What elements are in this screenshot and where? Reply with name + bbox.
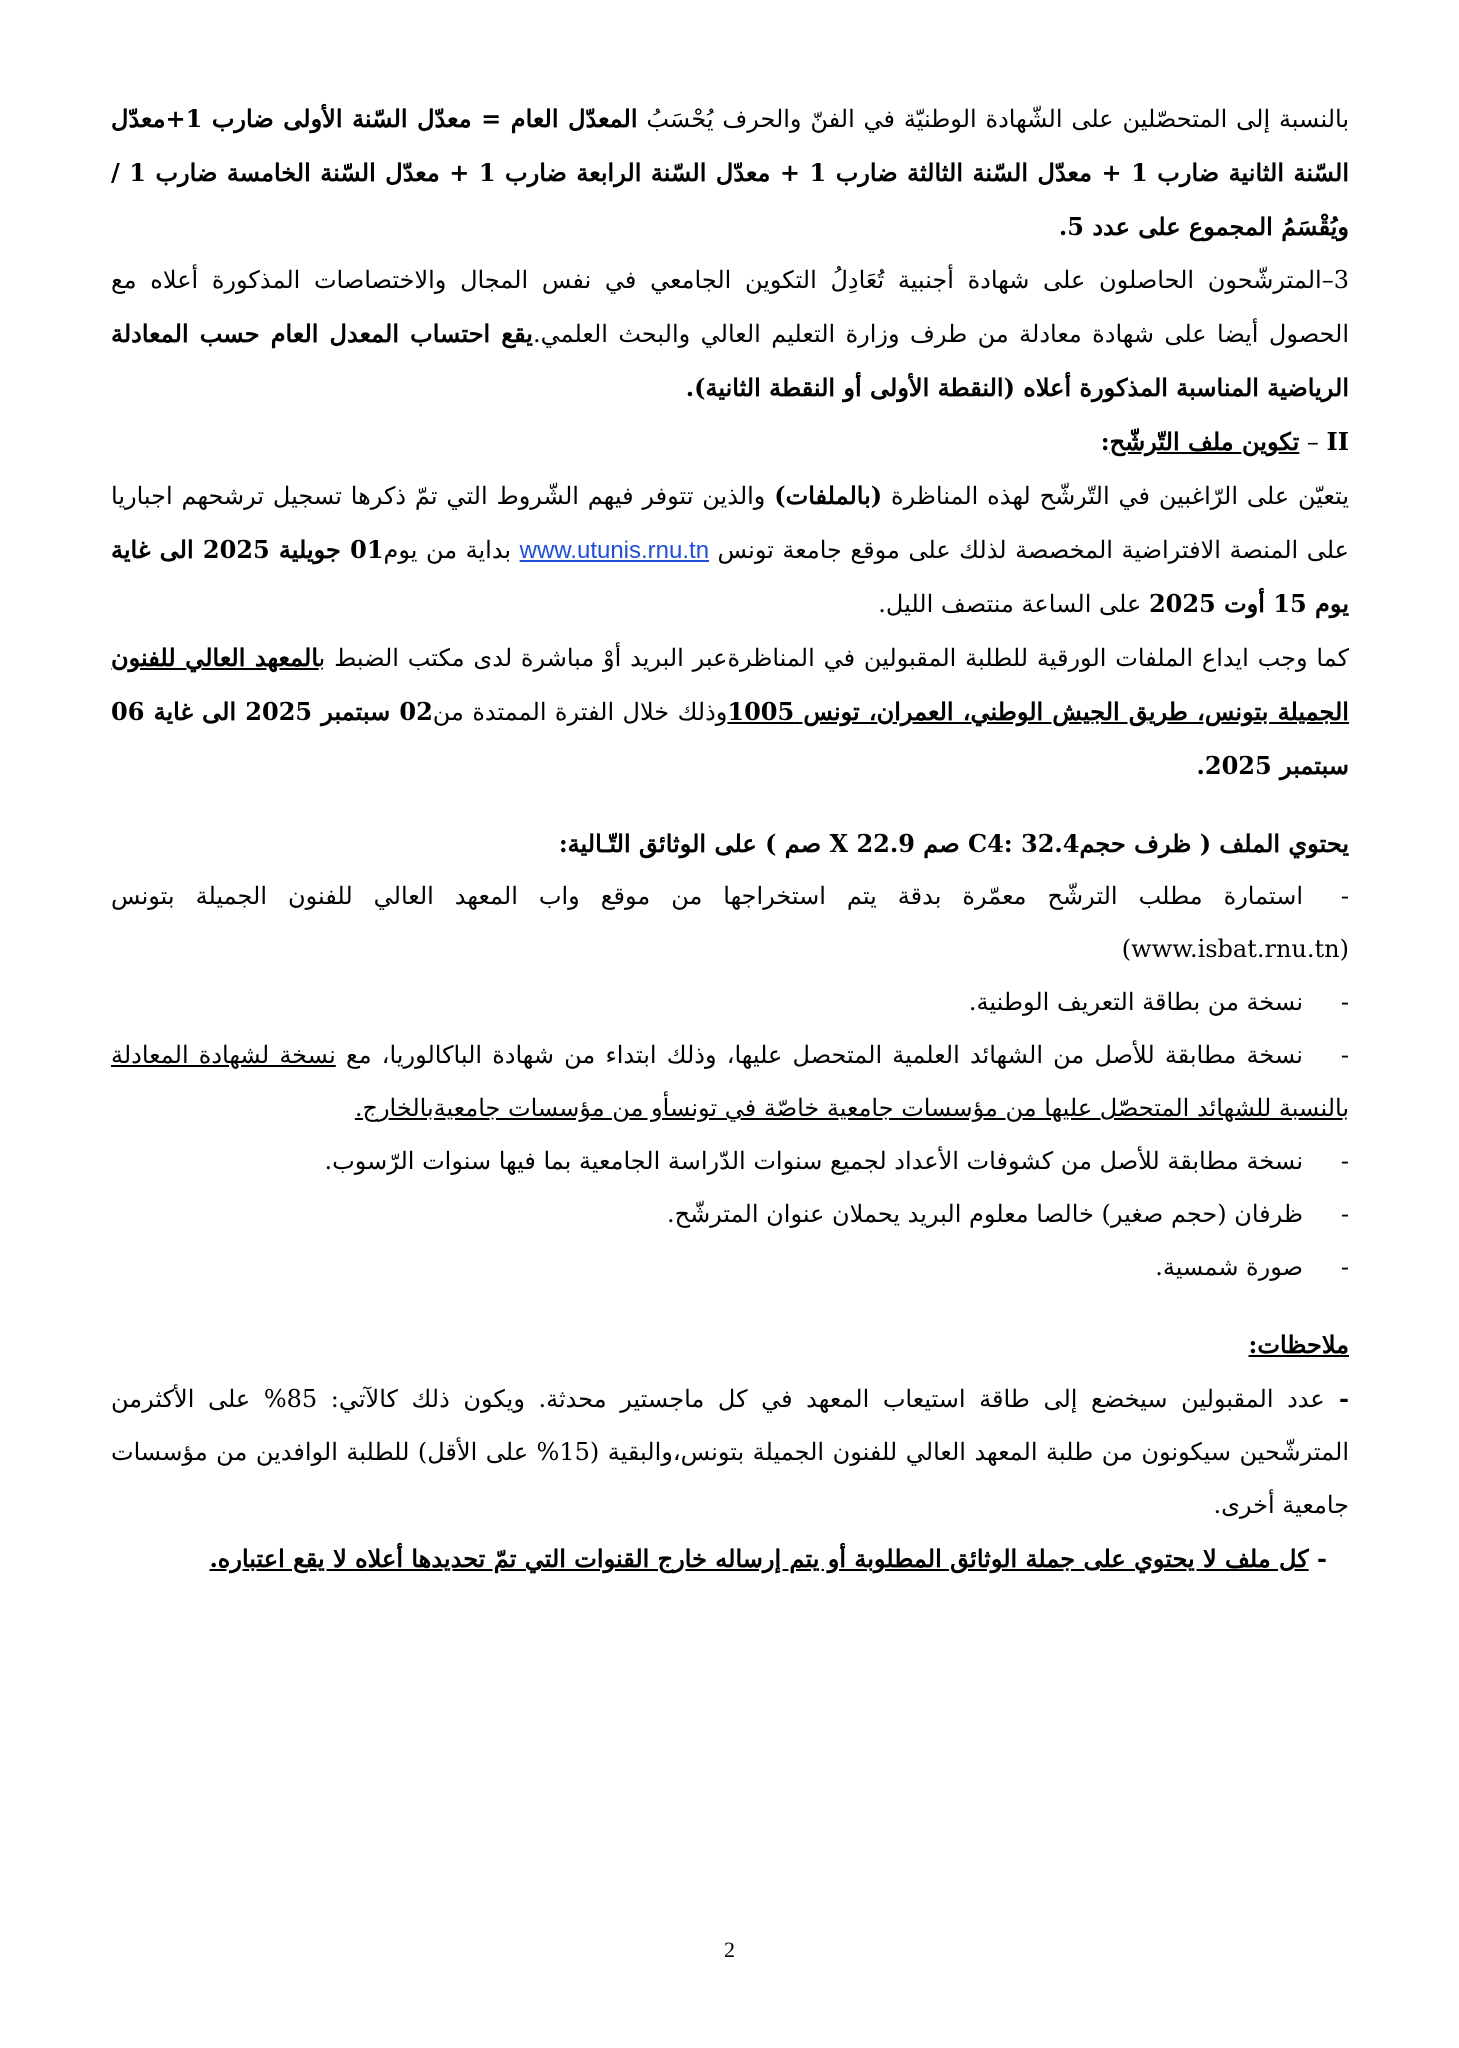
average-calculation-paragraph — [111, 92, 1349, 254]
list-item — [111, 1188, 1349, 1241]
document-id-card: نسخة من بطاقة التعريف الوطنية. — [968, 988, 1303, 1016]
paper-text-1: كما وجب ايداع الملفات الورقية للطلبة المقبولين في المناظرةعبر البريد أوْ مباشرة لدى مكتب الضبط ب — [318, 644, 1349, 672]
online-text-1: يتعيّن على الرّاغبين في التّرشّح لهذه المناظرة — [882, 482, 1350, 510]
institute-address: المعهد العالي للفنون الجميلة بتونس، طريق الجيش الوطني، العمران، تونس 1005 — [111, 643, 1349, 726]
foreign-degree-paragraph — [111, 254, 1349, 415]
online-date-range: 01 جويلية 2025 الى غاية يوم 15 أوت 2025 — [111, 535, 1349, 618]
document-equivalence: نسخة لشهادة المعادلة بالنسبة للشهائد المتحصّل عليها من مؤسسات جامعية خاصّة في تونسأو من مؤسسات جامعيةبالخارج. — [111, 1041, 1349, 1122]
document-body — [111, 92, 1349, 1586]
paper-date-range: 02 سبتمبر 2025 الى غاية 06 سبتمبر 2025. — [111, 697, 1349, 780]
foreign-degree-text: 3–المترشّحون الحاصلون على شهادة أجنبية تُعَادِلُ التكوين الجامعي في نفس المجال والاختصاصات المذكورة أعلاه مع الحصول أيضا على شهادة معادلة من طرف وزارة التعليم العالي والبحث العلمي. — [111, 266, 1349, 348]
list-item — [111, 976, 1349, 1029]
document-diplomas: نسخة مطابقة للأصل من الشهائد العلمية المتحصل عليها، وذلك ابتداء من شهادة الباكالوريا، مع — [335, 1041, 1303, 1069]
document-photo: صورة شمسية. — [1155, 1253, 1303, 1281]
foreign-degree-bold-text: يقع احتساب المعدل العام حسب المعادلة الرياضية المناسبة المذكورة أعلاه (النقطة الأولى أو النقطة الثانية). — [111, 319, 1349, 402]
list-dash: - — [1340, 882, 1349, 910]
note-dash: - — [1308, 1544, 1327, 1573]
section-separator: – — [1299, 428, 1327, 456]
note-dash: - — [1324, 1384, 1349, 1413]
note-rejection — [111, 1532, 1349, 1586]
notes-heading: ملاحظات: — [1248, 1330, 1349, 1359]
documents-list — [111, 870, 1349, 1294]
list-dash: - — [1340, 1041, 1349, 1069]
list-item — [111, 870, 1349, 976]
paper-text-2: وذلك خلال الفترة الممتدة من — [432, 698, 728, 726]
note-capacity-text: عدد المقبولين سيخضع إلى طاقة استيعاب المعهد في كل ماجستير محدثة. ويكون ذلك كالآتي: 85% على الأكثرمن المترشّحين سيكونون من طلبة المعهد العالي للفنون الجميلة بتونس،والبقية (15% على الأقل) للطلبة الوافدين من مؤسسات جامعية أخرى. — [111, 1385, 1349, 1519]
online-text-3: بداية من يوم — [383, 536, 520, 564]
list-dash: - — [1340, 1253, 1349, 1281]
section-heading — [111, 415, 1349, 469]
online-registration-paragraph — [111, 469, 1349, 631]
section-colon: : — [1100, 427, 1110, 456]
online-text-2: والذين تتوفر فيهم الشّروط التي تمّ ذكرها تسجيل ترشحهم اجباريا على المنصة الافتراضية المخصصة لذلك على موقع جامعة تونس — [111, 482, 1350, 564]
page-number: 2 — [724, 1937, 735, 1962]
list-dash: - — [1340, 1147, 1349, 1175]
list-item — [111, 1241, 1349, 1294]
online-files-bold: (بالملفات) — [774, 481, 883, 510]
paper-submission-paragraph — [111, 631, 1349, 793]
notes-heading-line — [111, 1318, 1349, 1372]
document-envelopes: ظرفان (حجم صغير) خالصا معلوم البريد يحملان عنوان المترشّح. — [666, 1200, 1303, 1228]
documents-heading: يحتوي الملف ( ظرف حجمC4: 32.4 صم X 22.9 صم ) على الوثائق التّـالية: — [558, 829, 1349, 858]
average-lead-text: بالنسبة إلى المتحصّلين على الشّهادة الوطنيّة في الفنّ والحرف يُحْسَبُ — [637, 105, 1350, 133]
list-dash: - — [1340, 988, 1349, 1016]
online-text-4: على الساعة منتصف الليل. — [878, 590, 1149, 618]
spacer — [111, 1294, 1349, 1318]
document-application-form: استمارة مطلب الترشّح معمّرة بدقة يتم استخراجها من موقع واب المعهد العالي للفنون الجميلة بتونس (www.isbat.rnu.tn) — [111, 882, 1349, 963]
list-item — [111, 1135, 1349, 1188]
section-title: تكوين ملف التّرشّح — [1109, 427, 1300, 456]
document-transcripts: نسخة مطابقة للأصل من كشوفات الأعداد لجميع سنوات الدّراسة الجامعية بما فيها سنوات الرّسوب. — [324, 1147, 1303, 1175]
note-capacity — [111, 1372, 1349, 1532]
utunis-link[interactable]: www.utunis.rnu.tn — [519, 537, 710, 564]
list-dash: - — [1340, 1200, 1349, 1228]
section-number: II — [1326, 427, 1349, 456]
average-formula: المعدّل العام = معدّل السّنة الأولى ضارب 1+معدّل السّنة الثانية ضارب 1 + معدّل السّنة الثالثة ضارب 1 + معدّل السّنة الرابعة ضارب 1 + معدّل السّنة الخامسة ضارب 1 / ويُقْسَمُ المجموع على عدد 5. — [111, 104, 1350, 241]
spacer — [111, 793, 1349, 817]
note-rejection-text: كل ملف لا يحتوي على جملة الوثائق المطلوبة أو يتم إرساله خارج القنوات التي تمّ تحديدها أعلاه لا يقع اعتباره. — [209, 1544, 1309, 1573]
list-item — [111, 1029, 1349, 1135]
